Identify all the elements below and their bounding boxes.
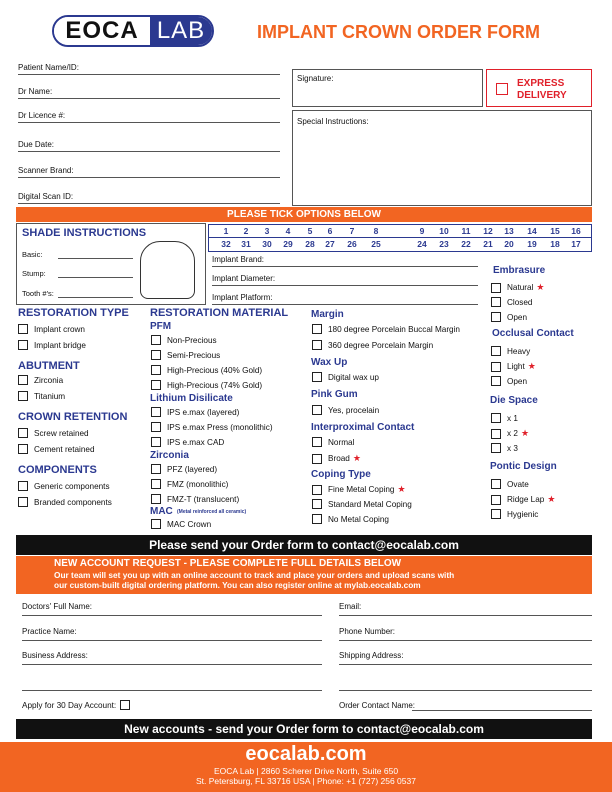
special-instructions-box[interactable]: [292, 110, 592, 206]
account-line-business-address[interactable]: [22, 664, 322, 665]
tooth-19[interactable]: 19: [527, 239, 537, 249]
option-ovate[interactable]: [491, 479, 529, 489]
account-line-address-2[interactable]: [22, 690, 322, 691]
account-line-doctors-full-name[interactable]: [22, 615, 322, 616]
checkbox[interactable]: [151, 365, 161, 375]
field-line-implant-brand[interactable]: [212, 266, 478, 267]
tooth-3[interactable]: 3: [264, 226, 270, 236]
star-icon: ★: [352, 453, 361, 463]
option-no-metal-coping[interactable]: [312, 514, 389, 524]
field-implant-brand: Implant Brand:: [212, 255, 265, 264]
option-label: Semi-Precious: [167, 350, 221, 360]
field-line-scanner-brand[interactable]: [18, 177, 280, 178]
checkbox[interactable]: [312, 454, 322, 464]
option-label: Standard Metal Coping: [328, 499, 412, 509]
checkbox[interactable]: [151, 494, 161, 504]
checkbox[interactable]: [491, 283, 501, 293]
mac-note: (Metal reinforced all ceramic): [177, 509, 247, 515]
tooth-10[interactable]: 10: [439, 226, 449, 236]
option-implant-bridge[interactable]: [18, 340, 86, 350]
account-practice-name: Practice Name:: [22, 627, 77, 636]
checkbox[interactable]: [312, 485, 322, 495]
components-title: COMPONENTS: [18, 464, 97, 476]
option-label: Screw retained: [34, 428, 89, 438]
checkbox[interactable]: [18, 391, 28, 401]
express-line1: EXPRESS: [517, 78, 565, 89]
checkbox[interactable]: [18, 340, 28, 350]
option-digital-wax-up[interactable]: [312, 372, 379, 382]
tooth-14[interactable]: 14: [527, 226, 537, 236]
option-label: Cement retained: [34, 444, 95, 454]
checkbox[interactable]: [491, 362, 501, 372]
tooth-9[interactable]: 9: [419, 226, 425, 236]
field-due-date: Due Date:: [18, 140, 55, 149]
tooth-24[interactable]: 24: [417, 239, 427, 249]
option-high-precious-40-gold[interactable]: [151, 365, 262, 375]
checkbox[interactable]: [151, 335, 161, 345]
account-line-phone-number[interactable]: [339, 640, 592, 641]
tooth-15[interactable]: 15: [550, 226, 560, 236]
lithium-disilicate-title: Lithium Disilicate: [150, 393, 233, 404]
option-label: Generic components: [34, 481, 110, 491]
option-label: PFZ (layered): [167, 464, 218, 474]
option-label: x 3: [507, 443, 518, 453]
new-account-line2: our custom-built digital ordering platform. You can also register online at mylab.eocalab.com: [54, 580, 421, 590]
option-cement-retained[interactable]: [18, 444, 95, 454]
option-ridge-lap[interactable]: [491, 494, 555, 505]
apply-checkbox[interactable]: [120, 700, 130, 710]
account-line-email[interactable]: [339, 615, 592, 616]
checkbox[interactable]: [491, 479, 501, 489]
send-banner: Please send your Order form to contact@eocalab.com: [16, 535, 592, 555]
option-heavy[interactable]: [491, 346, 530, 356]
option-ips-e-max-layered[interactable]: [151, 407, 239, 417]
checkbox[interactable]: [312, 437, 322, 447]
shade-line-basic[interactable]: [58, 258, 133, 259]
option-mac-crown[interactable]: [151, 519, 211, 529]
checkbox[interactable]: [151, 380, 161, 390]
checkbox[interactable]: [312, 372, 322, 382]
logo-right: LAB: [150, 17, 212, 45]
checkbox[interactable]: [312, 340, 322, 350]
crown-retention-title: CROWN RETENTION: [18, 411, 128, 423]
order-contact-label: Order Contact Name:: [339, 701, 416, 710]
tooth-outline: [140, 241, 195, 299]
option-label: No Metal Coping: [328, 514, 389, 524]
option-label: Ridge Lap: [507, 495, 545, 504]
option-label: MAC Crown: [167, 519, 212, 529]
option-natural[interactable]: [491, 282, 544, 293]
page-title: IMPLANT CROWN ORDER FORM: [257, 22, 540, 42]
interproximal-contact-title: Interproximal Contact: [311, 422, 415, 433]
option-label: Digital wax up: [328, 372, 379, 382]
field-digital-scan-id: Digital Scan ID:: [18, 192, 74, 201]
field-line-due-date[interactable]: [18, 151, 280, 152]
option-hygienic[interactable]: [491, 509, 538, 519]
option-fine-metal-coping[interactable]: [312, 484, 406, 495]
logo-left: EOCA: [54, 17, 150, 45]
embrasure-title: Embrasure: [493, 265, 546, 276]
shade-field-basic: Basic:: [22, 250, 43, 259]
apply-30-day[interactable]: [22, 700, 136, 710]
account-line-shipping-2[interactable]: [339, 690, 592, 691]
footer: [0, 742, 612, 792]
footer-site[interactable]: eocalab.com: [245, 743, 367, 765]
zirconia-title: Zirconia: [150, 450, 189, 461]
tooth-12[interactable]: 12: [483, 226, 493, 236]
checkbox[interactable]: [312, 514, 322, 524]
option-label: IPS e.max CAD: [167, 437, 225, 447]
tooth-7[interactable]: 7: [349, 226, 355, 236]
option-label: Heavy: [507, 346, 531, 356]
express-line2: DELIVERY: [517, 90, 567, 101]
field-implant-platform: Implant Platform:: [212, 293, 273, 302]
star-icon: ★: [397, 484, 406, 494]
special-instructions-label: Special Instructions:: [297, 117, 369, 126]
option-x-1[interactable]: [491, 413, 518, 423]
options-banner: PLEASE TICK OPTIONS BELOW: [16, 207, 592, 222]
option-broad[interactable]: [312, 453, 361, 464]
star-icon: ★: [547, 494, 556, 504]
shade-line-stump[interactable]: [58, 277, 133, 278]
checkbox[interactable]: [18, 444, 28, 454]
footer-line2: St. Petersburg, FL 33716 USA | Phone: +1 (727) 256 0537: [196, 776, 416, 786]
option-360-degree-porcelain-margin[interactable]: [312, 340, 433, 350]
new-account-banner: [16, 556, 592, 594]
express-checkbox[interactable]: [496, 83, 508, 95]
tooth-chart-divider: [208, 237, 592, 238]
tooth-29[interactable]: 29: [283, 239, 293, 249]
option-screw-retained[interactable]: [18, 428, 89, 438]
field-implant-diameter: Implant Diameter:: [212, 274, 276, 283]
coping-type-title: Coping Type: [311, 469, 371, 480]
checkbox[interactable]: [491, 509, 501, 519]
field-line-patient-name-id[interactable]: [18, 74, 280, 75]
field-line-implant-diameter[interactable]: [212, 285, 478, 286]
tooth-31[interactable]: 31: [241, 239, 251, 249]
field-dr-name: Dr Name:: [18, 87, 53, 96]
checkbox[interactable]: [151, 422, 161, 432]
checkbox[interactable]: [18, 481, 28, 491]
checkbox[interactable]: [312, 324, 322, 334]
checkbox[interactable]: [151, 407, 161, 417]
option-semi-precious[interactable]: [151, 350, 220, 360]
option-ips-e-max-press-monolithic[interactable]: [151, 422, 273, 432]
checkbox[interactable]: [151, 519, 161, 529]
tooth-16[interactable]: 16: [571, 226, 581, 236]
tooth-18[interactable]: 18: [550, 239, 560, 249]
option-label: Open: [507, 312, 528, 322]
option-label: Closed: [507, 297, 533, 307]
option-label: x 1: [507, 413, 518, 423]
option-generic-components[interactable]: [18, 481, 110, 491]
restoration-type-title: RESTORATION TYPE: [18, 307, 129, 319]
pontic-design-title: Pontic Design: [490, 461, 557, 472]
checkbox[interactable]: [18, 428, 28, 438]
option-x-2[interactable]: [491, 428, 529, 439]
star-icon: ★: [536, 282, 545, 292]
express-delivery-box[interactable]: [486, 69, 592, 107]
field-line-dr-name[interactable]: [18, 98, 280, 99]
checkbox[interactable]: [18, 375, 28, 385]
checkbox[interactable]: [491, 429, 501, 439]
pink-gum-title: Pink Gum: [311, 389, 358, 400]
checkbox[interactable]: [312, 499, 322, 509]
shade-field-tooth-s: Tooth #'s:: [22, 289, 54, 298]
checkbox[interactable]: [18, 497, 28, 507]
option-label: Normal: [328, 437, 355, 447]
account-phone-number: Phone Number:: [339, 627, 396, 636]
new-account-title: NEW ACCOUNT REQUEST - PLEASE COMPLETE FULL DETAILS BELOW: [54, 558, 402, 569]
option-label: 360 degree Porcelain Margin: [328, 340, 434, 350]
option-branded-components[interactable]: [18, 497, 112, 507]
tooth-26[interactable]: 26: [347, 239, 357, 249]
option-yes-procelain[interactable]: [312, 405, 379, 415]
option-label: x 2: [507, 429, 518, 438]
option-label: Open: [507, 376, 528, 386]
option-label: IPS e.max Press (monolithic): [167, 422, 273, 432]
option-label: Hygienic: [507, 509, 539, 519]
wax-up-title: Wax Up: [311, 357, 348, 368]
option-high-precious-74-gold[interactable]: [151, 380, 262, 390]
option-titanium[interactable]: [18, 391, 65, 401]
option-closed[interactable]: [491, 297, 533, 307]
option-label: Ovate: [507, 479, 529, 489]
checkbox[interactable]: [491, 376, 501, 386]
option-open[interactable]: [491, 376, 527, 386]
tooth-13[interactable]: 13: [504, 226, 514, 236]
account-line-practice-name[interactable]: [22, 640, 322, 641]
option-label: FMZ (monolithic): [167, 479, 229, 489]
apply-label: Apply for 30 Day Account:: [22, 700, 117, 710]
signature-label: Signature:: [297, 74, 334, 83]
tooth-8[interactable]: 8: [373, 226, 379, 236]
option-open[interactable]: [491, 312, 527, 322]
order-contact-line: [412, 710, 592, 711]
shade-line-tooth-s[interactable]: [58, 297, 133, 298]
option-180-degree-porcelain-buccal-margin[interactable]: [312, 324, 460, 334]
option-label: High-Precious (40% Gold): [167, 365, 263, 375]
field-line-digital-scan-id[interactable]: [18, 203, 280, 204]
new-account-line1: Our team will set you up with an online account to track and place your orders and upload scans with: [54, 570, 455, 580]
option-fmz-monolithic[interactable]: [151, 479, 228, 489]
account-line-shipping-address[interactable]: [339, 664, 592, 665]
tooth-20[interactable]: 20: [504, 239, 514, 249]
footer-line1: EOCA Lab | 2860 Scherer Drive North, Suite 650: [213, 766, 399, 776]
checkbox[interactable]: [151, 437, 161, 447]
option-label: Zirconia: [34, 375, 64, 385]
restoration-material-title: RESTORATION MATERIAL: [150, 307, 289, 319]
option-label: Implant bridge: [34, 340, 86, 350]
option-fmz-t-translucent[interactable]: [151, 494, 239, 504]
account-email: Email:: [339, 602, 362, 611]
checkbox[interactable]: [491, 346, 501, 356]
checkbox[interactable]: [312, 405, 322, 415]
option-label: Implant crown: [34, 324, 85, 334]
option-label: Fine Metal Coping: [328, 485, 395, 494]
field-scanner-brand: Scanner Brand:: [18, 166, 74, 175]
tooth-32[interactable]: 32: [221, 239, 231, 249]
die-space-title: Die Space: [490, 395, 538, 406]
star-icon: ★: [520, 428, 530, 438]
option-label: Yes, procelain: [328, 405, 380, 415]
checkbox[interactable]: [151, 350, 161, 360]
option-label: Branded components: [34, 497, 112, 507]
tooth-11[interactable]: 11: [461, 226, 471, 236]
field-line-implant-platform[interactable]: [212, 304, 478, 305]
tooth-28[interactable]: 28: [305, 239, 315, 249]
option-label: IPS e.max (layered): [167, 407, 240, 417]
new-send-banner: New accounts - send your Order form to contact@eocalab.com: [16, 719, 592, 739]
checkbox[interactable]: [491, 443, 501, 453]
tooth-21[interactable]: 21: [483, 239, 493, 249]
tooth-4[interactable]: 4: [285, 226, 291, 236]
logo: [52, 15, 214, 47]
option-label: Light: [507, 362, 525, 371]
checkbox[interactable]: [151, 464, 161, 474]
option-label: 180 degree Porcelain Buccal Margin: [328, 324, 460, 334]
tooth-1[interactable]: 1: [223, 226, 229, 236]
option-label: Titanium: [34, 391, 66, 401]
checkbox[interactable]: [491, 495, 501, 505]
option-non-precious[interactable]: [151, 335, 217, 345]
tooth-30[interactable]: 30: [262, 239, 272, 249]
option-implant-crown[interactable]: [18, 324, 85, 334]
mac-title: MAC: [150, 506, 173, 517]
checkbox[interactable]: [18, 324, 28, 334]
checkbox[interactable]: [491, 413, 501, 423]
checkbox[interactable]: [491, 312, 501, 322]
option-ips-e-max-cad[interactable]: [151, 437, 224, 447]
tooth-6[interactable]: 6: [327, 226, 333, 236]
option-zirconia[interactable]: [18, 375, 63, 385]
tooth-27[interactable]: 27: [325, 239, 335, 249]
option-standard-metal-coping[interactable]: [312, 499, 412, 509]
signature-box[interactable]: [292, 69, 483, 107]
shade-field-stump: Stump:: [22, 269, 46, 278]
tooth-22[interactable]: 22: [461, 239, 471, 249]
field-dr-licence: Dr Licence #:: [18, 111, 66, 120]
field-patient-name-id: Patient Name/ID:: [18, 63, 79, 72]
option-label: High-Precious (74% Gold): [167, 380, 263, 390]
option-x-3[interactable]: [491, 443, 518, 453]
tooth-25[interactable]: 25: [371, 239, 381, 249]
option-label: Non-Precious: [167, 335, 217, 345]
field-line-dr-licence[interactable]: [18, 122, 280, 123]
shade-title: SHADE INSTRUCTIONS: [22, 227, 147, 239]
option-normal[interactable]: [312, 437, 354, 447]
account-business-address: Business Address:: [22, 651, 88, 660]
account-shipping-address: Shipping Address:: [339, 651, 404, 660]
tooth-5[interactable]: 5: [307, 226, 313, 236]
tooth-23[interactable]: 23: [439, 239, 449, 249]
occlusal-contact-title: Occlusal Contact: [492, 328, 574, 339]
option-label: Broad: [328, 454, 350, 463]
option-light[interactable]: [491, 361, 536, 372]
checkbox[interactable]: [151, 479, 161, 489]
option-pfz-layered[interactable]: [151, 464, 217, 474]
pfm-title: PFM: [150, 321, 172, 332]
option-label: Natural: [507, 283, 534, 292]
tooth-2[interactable]: 2: [243, 226, 249, 236]
tooth-17[interactable]: 17: [571, 239, 581, 249]
margin-title: Margin: [311, 309, 344, 320]
star-icon: ★: [527, 361, 536, 371]
account-doctors-full-name: Doctors' Full Name:: [22, 602, 92, 611]
checkbox[interactable]: [491, 297, 501, 307]
option-label: FMZ-T (translucent): [167, 494, 240, 504]
abutment-title: ABUTMENT: [18, 360, 80, 372]
